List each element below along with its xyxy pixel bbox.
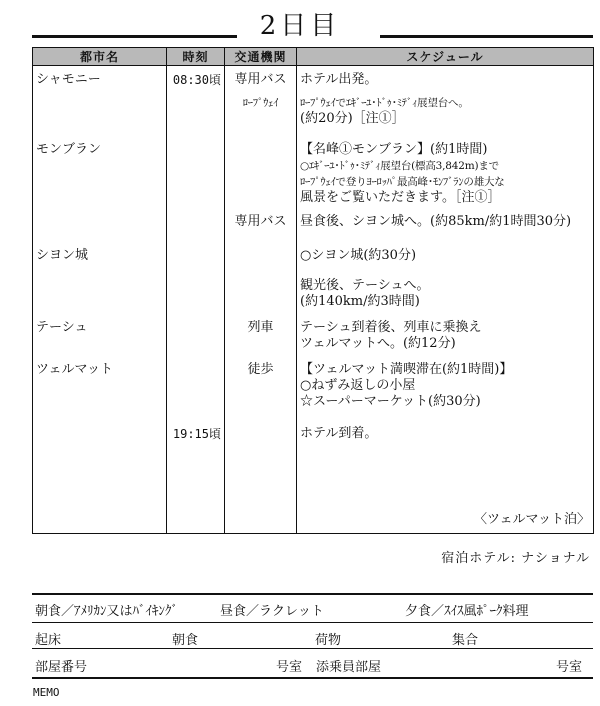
transport-cell (225, 240, 297, 270)
stay-cell: 〈ツェルマット泊〉 (297, 508, 594, 534)
escort-room-suffix: 号室 (556, 660, 583, 675)
city-cell (33, 508, 167, 534)
hotel-name: 宿泊ホテル: ナショナル (441, 551, 590, 566)
dinner-meal-text: 夕食／ｽｲｽ風ﾎﾟｰｸ料理 (405, 604, 529, 619)
transport-cell (225, 270, 297, 312)
dinner-meal (405, 600, 529, 619)
schedule-line: ﾛｰﾌﾟｳｪｲでｴｷﾞｰﾕ･ﾄﾞｩ･ﾐﾃﾞｨ展望台へ。 (300, 96, 469, 109)
time-cell (167, 508, 225, 534)
schedule-cell (297, 208, 594, 240)
schedule-cell (297, 358, 594, 420)
header-schedule: スケジュール (297, 48, 594, 66)
breakfast-meal-text: 朝食／ｱﾒﾘｶﾝ又はﾊﾞｲｷﾝｸﾞ (35, 604, 179, 619)
city-cell (33, 92, 167, 136)
schedule-line: テーシュ到着後、列車に乗換え (300, 319, 482, 335)
schedule-line: 【ツェルマット満喫滞在(約1時間)】 (300, 361, 513, 377)
header-city: 都市名 (33, 48, 167, 66)
room-suffix: 号室 (276, 660, 303, 675)
room-number-label: 部屋番号 (35, 660, 88, 675)
city-cell (33, 420, 167, 508)
schedule-line: ○シヨン城(約30分) (300, 247, 417, 263)
schedule-line: ホテル到着。 (300, 425, 378, 441)
header-time: 時刻 (167, 48, 225, 66)
schedule-cell (297, 312, 594, 358)
header-transport: 交通機関 (225, 48, 297, 66)
transport-cell (225, 420, 297, 508)
table-row (33, 358, 594, 420)
page-title: 2日目 (259, 11, 341, 41)
memo-label: MEMO (33, 686, 60, 699)
divider (32, 648, 593, 649)
transport-cell: 徒歩 (225, 358, 297, 420)
schedule-line: ツェルマットへ。(約12分) (300, 335, 456, 351)
meeting-label: 集合 (452, 633, 479, 648)
schedule-cell (297, 136, 594, 208)
schedule-line: (約140km/約3時間) (300, 293, 420, 309)
escort-room-label: 添乗員部屋 (316, 660, 382, 675)
city-cell (33, 208, 167, 240)
schedule-line: ○ねずみ返しの小屋 (300, 377, 416, 393)
schedule-cell (297, 420, 594, 508)
table-row (33, 208, 594, 240)
city-cell: モンブラン (33, 136, 167, 208)
transport-cell: ﾛｰﾌﾟｳｪｲ (225, 92, 297, 136)
lunch-meal: 昼食／ラクレット (220, 604, 324, 619)
schedule-line: 観光後、テーシュへ。 (300, 277, 430, 293)
schedule-line: ○ｴｷﾞｰﾕ･ﾄﾞｩ･ﾐﾃﾞｨ展望台(標高3,842m)まで (300, 159, 499, 172)
wakeup-label: 起床 (35, 633, 62, 648)
schedule-cell (297, 92, 594, 136)
schedule-cell (297, 240, 594, 270)
schedule-line: ホテル出発。 (300, 72, 378, 87)
city-cell: シヨン城 (33, 240, 167, 270)
time-cell (167, 136, 225, 208)
table-row (33, 92, 594, 136)
schedule-line: ☆スーパーマーケット(約30分) (300, 393, 481, 409)
city-cell (33, 270, 167, 312)
time-cell (167, 240, 225, 270)
breakfast-time-label: 朝食 (172, 633, 199, 648)
schedule-line: 昼食後、シヨン城へ。(約85km/約1時間30分) (300, 213, 572, 229)
city-cell: シャモニー (33, 66, 167, 92)
transport-cell: 列車 (225, 312, 297, 358)
time-cell (167, 358, 225, 420)
transport-cell: 専用バス (225, 208, 297, 240)
table-row (33, 420, 594, 508)
schedule-line: 風景をご覧いただきます。［注①］ (300, 189, 501, 205)
time-cell (167, 270, 225, 312)
time-cell (167, 92, 225, 136)
table-row (33, 136, 594, 208)
time-cell: 19:15頃 (167, 420, 225, 508)
schedule-table (32, 47, 594, 534)
transport-cell (225, 136, 297, 208)
time-cell: 08:30頃 (167, 66, 225, 92)
title-rule-right (380, 35, 593, 38)
transport-cell (225, 508, 297, 534)
table-row (33, 508, 594, 534)
city-cell: ツェルマット (33, 358, 167, 420)
city-cell: テーシュ (33, 312, 167, 358)
table-header (33, 48, 594, 66)
table-row (33, 270, 594, 312)
luggage-label: 荷物 (315, 633, 342, 648)
transport-cell: 専用バス (225, 66, 297, 92)
schedule-cell (297, 270, 594, 312)
time-cell (167, 312, 225, 358)
schedule-line: ﾛｰﾌﾟｳｪｲで登りﾖｰﾛｯﾊﾟ最高峰･ﾓﾝﾌﾞﾗﾝの雄大な (300, 175, 505, 188)
table-row (33, 312, 594, 358)
table-row (33, 240, 594, 270)
table-row (33, 66, 594, 92)
divider (32, 622, 593, 623)
schedule-cell (297, 66, 594, 92)
breakfast-meal (35, 600, 178, 619)
divider (32, 677, 593, 679)
time-cell (167, 208, 225, 240)
divider (32, 593, 593, 595)
schedule-line: 【名峰①モンブラン】(約1時間) (300, 141, 488, 157)
schedule-line: (約20分)［注①］ (300, 110, 405, 126)
